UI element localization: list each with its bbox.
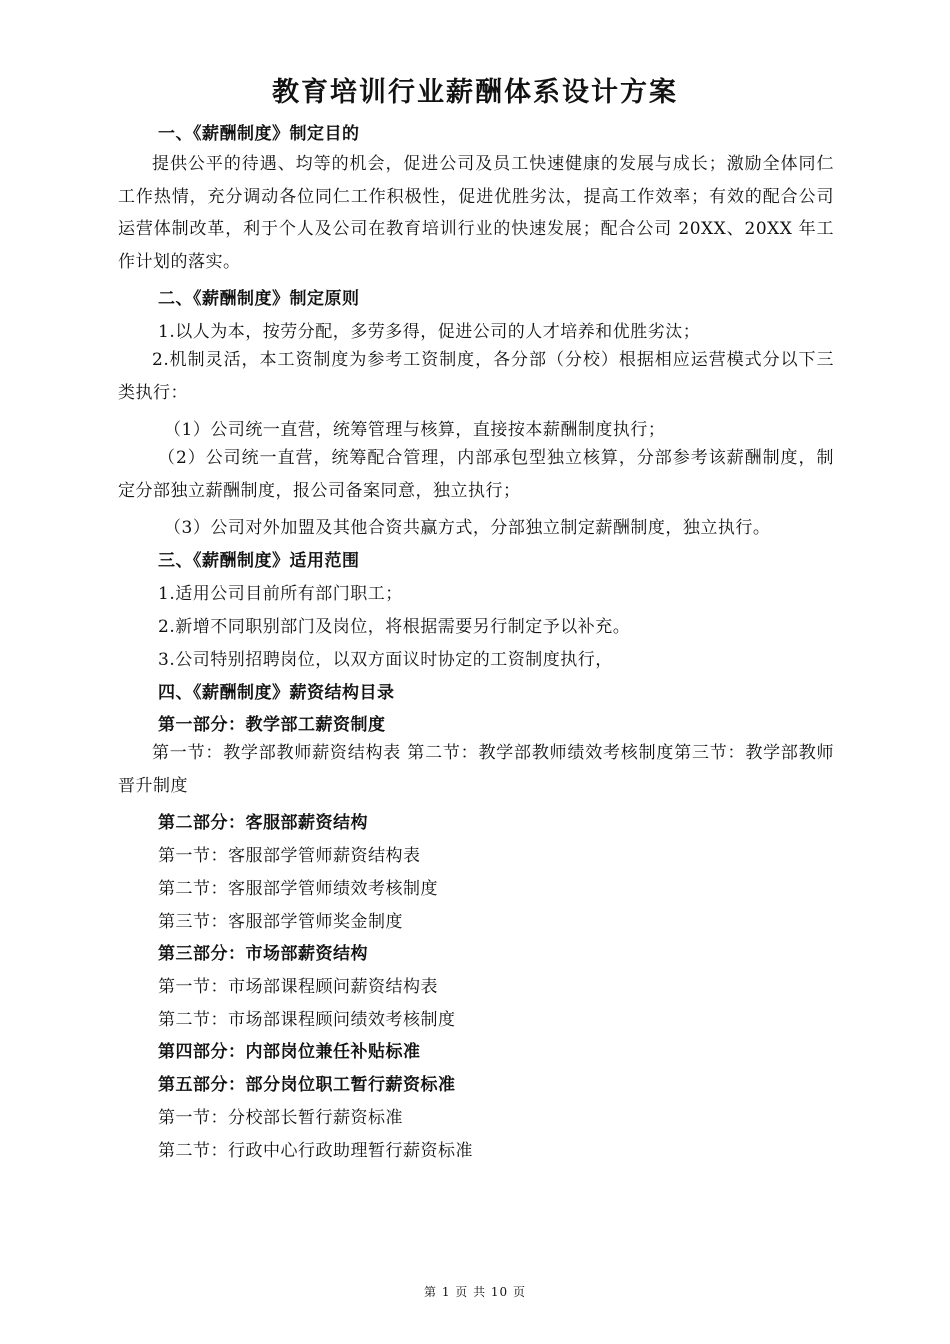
section-2-subitem-3: （3）公司对外加盟及其他合资共赢方式，分部独立制定薪酬制度，独立执行。 <box>164 518 771 538</box>
section-3-item-1: 1.适用公司目前所有部门职工； <box>158 584 403 604</box>
section-2-heading: 二、《薪酬制度》制定原则 <box>158 289 360 309</box>
section-3-item-3: 3.公司特别招聘岗位，以双方面议时协定的工资制度执行， <box>158 650 613 670</box>
part-2-heading: 第二部分：客服部薪资结构 <box>158 813 368 833</box>
part-5-section-2: 第二节：行政中心行政助理暂行薪资标准 <box>158 1141 473 1161</box>
part-1-sections: 第一节：教学部教师薪资结构表 第二节：教学部教师绩效考核制度第三节：教学部教师晋升制度 <box>118 743 834 796</box>
part-5-section-1: 第一节：分校部长暂行薪资标准 <box>158 1108 403 1128</box>
section-1-paragraph: 提供公平的待遇、均等的机会，促进公司及员工快速健康的发展与成长；激励全体同仁工作热情，充分调动各位同仁工作积极性，促进优胜劣汰，提高工作效率；有效的配合公司运营体制改革，利于个人及公司在教育培训行业的快速发展；配合公司 20XX、20XX 年工作计划的落实。 <box>118 154 834 272</box>
part-4-heading: 第四部分：内部岗位兼任补贴标准 <box>158 1042 421 1062</box>
part-3-heading: 第三部分：市场部薪资结构 <box>158 944 368 964</box>
part-2-section-2: 第二节：客服部学管师绩效考核制度 <box>158 879 438 899</box>
section-2-subitem-2: （2）公司统一直营，统筹配合管理，内部承包型独立核算，分部参考该薪酬制度，制定分部独立薪酬制度，报公司备案同意，独立执行； <box>118 448 834 501</box>
part-5-heading: 第五部分：部分岗位职工暂行薪资标准 <box>158 1075 456 1095</box>
section-3-heading: 三、《薪酬制度》适用范围 <box>158 551 360 571</box>
section-4-heading: 四、《薪酬制度》薪资结构目录 <box>158 683 395 703</box>
section-1-heading: 一、《薪酬制度》制定目的 <box>158 124 360 144</box>
part-1-heading: 第一部分：教学部工薪资制度 <box>158 715 386 735</box>
part-3-section-1: 第一节：市场部课程顾问薪资结构表 <box>158 977 438 997</box>
part-2-section-3: 第三节：客服部学管师奖金制度 <box>158 912 403 932</box>
section-2-subitem-1: （1）公司统一直营，统筹管理与核算，直接按本薪酬制度执行； <box>164 420 666 440</box>
page-footer: 第 1 页 共 10 页 <box>424 1285 526 1299</box>
document-title: 教育培训行业薪酬体系设计方案 <box>272 77 678 108</box>
part-3-section-2: 第二节：市场部课程顾问绩效考核制度 <box>158 1010 456 1030</box>
section-3-item-2: 2.新增不同职别部门及岗位，将根据需要另行制定予以补充。 <box>158 617 631 637</box>
section-2-item-1: 1.以人为本，按劳分配，多劳多得，促进公司的人才培养和优胜劣汰； <box>158 322 701 342</box>
section-2-item-2: 2.机制灵活，本工资制度为参考工资制度，各分部（分校）根据相应运营模式分以下三类执行： <box>118 350 834 403</box>
part-2-section-1: 第一节：客服部学管师薪资结构表 <box>158 846 421 866</box>
